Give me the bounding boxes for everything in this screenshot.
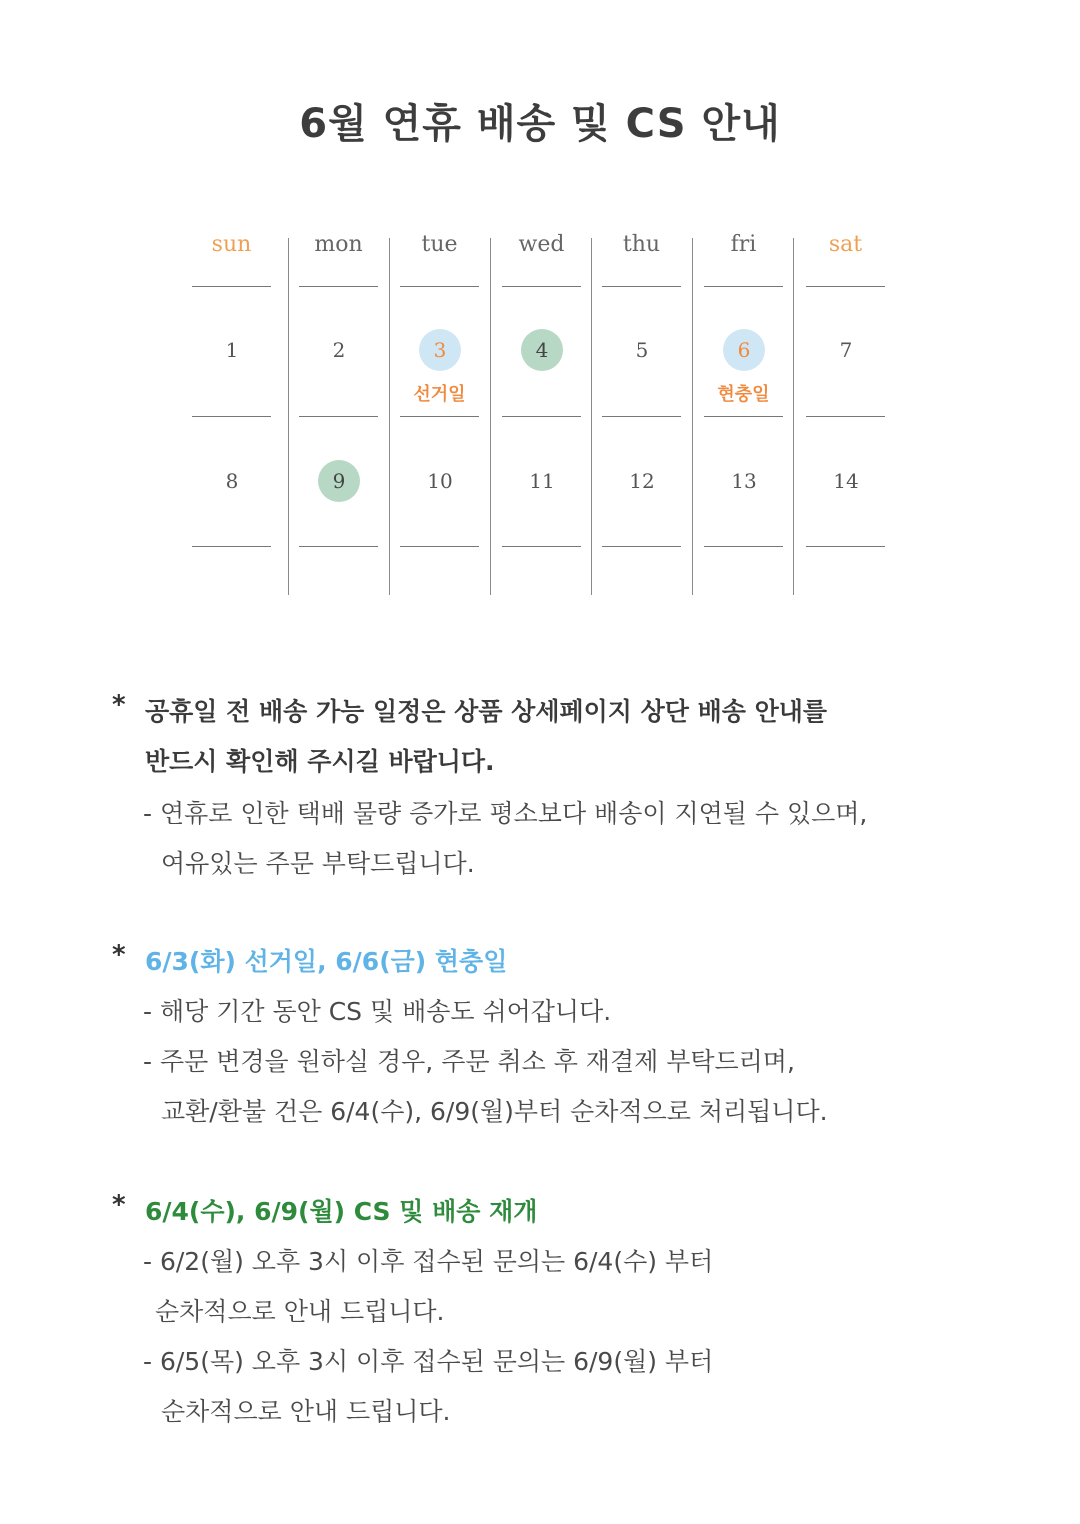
day-name-fri: fri: [730, 232, 757, 257]
notice-1: [112, 690, 972, 890]
divider: [502, 546, 581, 547]
divider: [602, 416, 681, 417]
asterisk-marker: *: [112, 690, 126, 720]
date-cell-resume: 9: [318, 460, 360, 502]
divider: [502, 286, 581, 287]
divider: [602, 286, 681, 287]
calendar-column-wed: [502, 230, 581, 595]
date-cell: 14: [833, 469, 859, 493]
divider: [400, 416, 479, 417]
asterisk-marker: *: [112, 1190, 126, 1220]
date-cell: 10: [427, 469, 453, 493]
calendar-column-fri: [704, 230, 783, 595]
notice-heading: 6/3(화) 선거일, 6/6(금) 현충일: [145, 947, 508, 976]
divider: [192, 546, 271, 547]
date-cell: 13: [731, 469, 757, 493]
notice-line: 여유있는 주문 부탁드립니다.: [161, 849, 475, 878]
notice-line: - 주문 변경을 원하실 경우, 주문 취소 후 재결제 부탁드리며,: [143, 1047, 795, 1076]
calendar-column-mon: [299, 230, 378, 595]
divider: [192, 416, 271, 417]
day-name-wed: wed: [518, 232, 565, 257]
notice-3: [112, 1190, 972, 1430]
notice-line: 교환/환불 건은 6/4(수), 6/9(월)부터 순차적으로 처리됩니다.: [161, 1097, 828, 1126]
divider: [602, 546, 681, 547]
date-cell: 11: [529, 469, 555, 493]
holiday-label: 선거일: [413, 384, 466, 405]
column-divider: [793, 238, 794, 595]
calendar-column-tue: [400, 230, 479, 595]
divider: [400, 286, 479, 287]
divider: [704, 546, 783, 547]
column-divider: [288, 238, 289, 595]
asterisk-marker: *: [112, 940, 126, 970]
holiday-label: 현충일: [717, 384, 770, 405]
divider: [400, 546, 479, 547]
calendar: [183, 230, 891, 595]
day-name-thu: thu: [622, 232, 661, 257]
date-cell: 8: [225, 469, 239, 493]
divider: [806, 416, 885, 417]
divider: [299, 286, 378, 287]
day-name-sat: sat: [828, 232, 863, 257]
column-divider: [490, 238, 491, 595]
calendar-column-sun: [192, 230, 271, 595]
divider: [299, 416, 378, 417]
date-cell: 7: [839, 338, 853, 362]
notice-heading: 반드시 확인해 주시길 바랍니다.: [145, 747, 495, 776]
date-cell: 2: [332, 338, 346, 362]
notice-heading: 공휴일 전 배송 가능 일정은 상품 상세페이지 상단 배송 안내를: [145, 697, 828, 726]
column-divider: [591, 238, 592, 595]
divider: [299, 546, 378, 547]
divider: [704, 416, 783, 417]
notice-line: - 해당 기간 동안 CS 및 배송도 쉬어갑니다.: [143, 997, 612, 1026]
divider: [192, 286, 271, 287]
day-name-mon: mon: [314, 232, 363, 257]
date-cell-holiday: 3: [419, 329, 461, 371]
date-cell: 1: [225, 338, 239, 362]
column-divider: [389, 238, 390, 595]
notice-line: - 연휴로 인한 택배 물량 증가로 평소보다 배송이 지연될 수 있으며,: [143, 799, 868, 828]
date-cell: 5: [635, 338, 649, 362]
notice-line: - 6/2(월) 오후 3시 이후 접수된 문의는 6/4(수) 부터: [143, 1247, 714, 1276]
notice-2: [112, 940, 972, 1140]
column-divider: [692, 238, 693, 595]
divider: [806, 286, 885, 287]
date-cell: 12: [629, 469, 655, 493]
notice-line: - 6/5(목) 오후 3시 이후 접수된 문의는 6/9(월) 부터: [143, 1347, 714, 1376]
calendar-column-thu: [602, 230, 681, 595]
day-name-sun: sun: [211, 232, 252, 257]
notice-line: 순차적으로 안내 드립니다.: [161, 1397, 451, 1426]
divider: [806, 546, 885, 547]
notice-line: 순차적으로 안내 드립니다.: [155, 1297, 445, 1326]
divider: [502, 416, 581, 417]
notice-heading: 6/4(수), 6/9(월) CS 및 배송 재개: [145, 1197, 538, 1226]
date-cell-holiday: 6: [723, 329, 765, 371]
date-cell-resume: 4: [521, 329, 563, 371]
day-name-tue: tue: [421, 232, 458, 257]
calendar-column-sat: [806, 230, 885, 595]
page-title: 6월 연휴 배송 및 CS 안내: [299, 101, 781, 147]
divider: [704, 286, 783, 287]
